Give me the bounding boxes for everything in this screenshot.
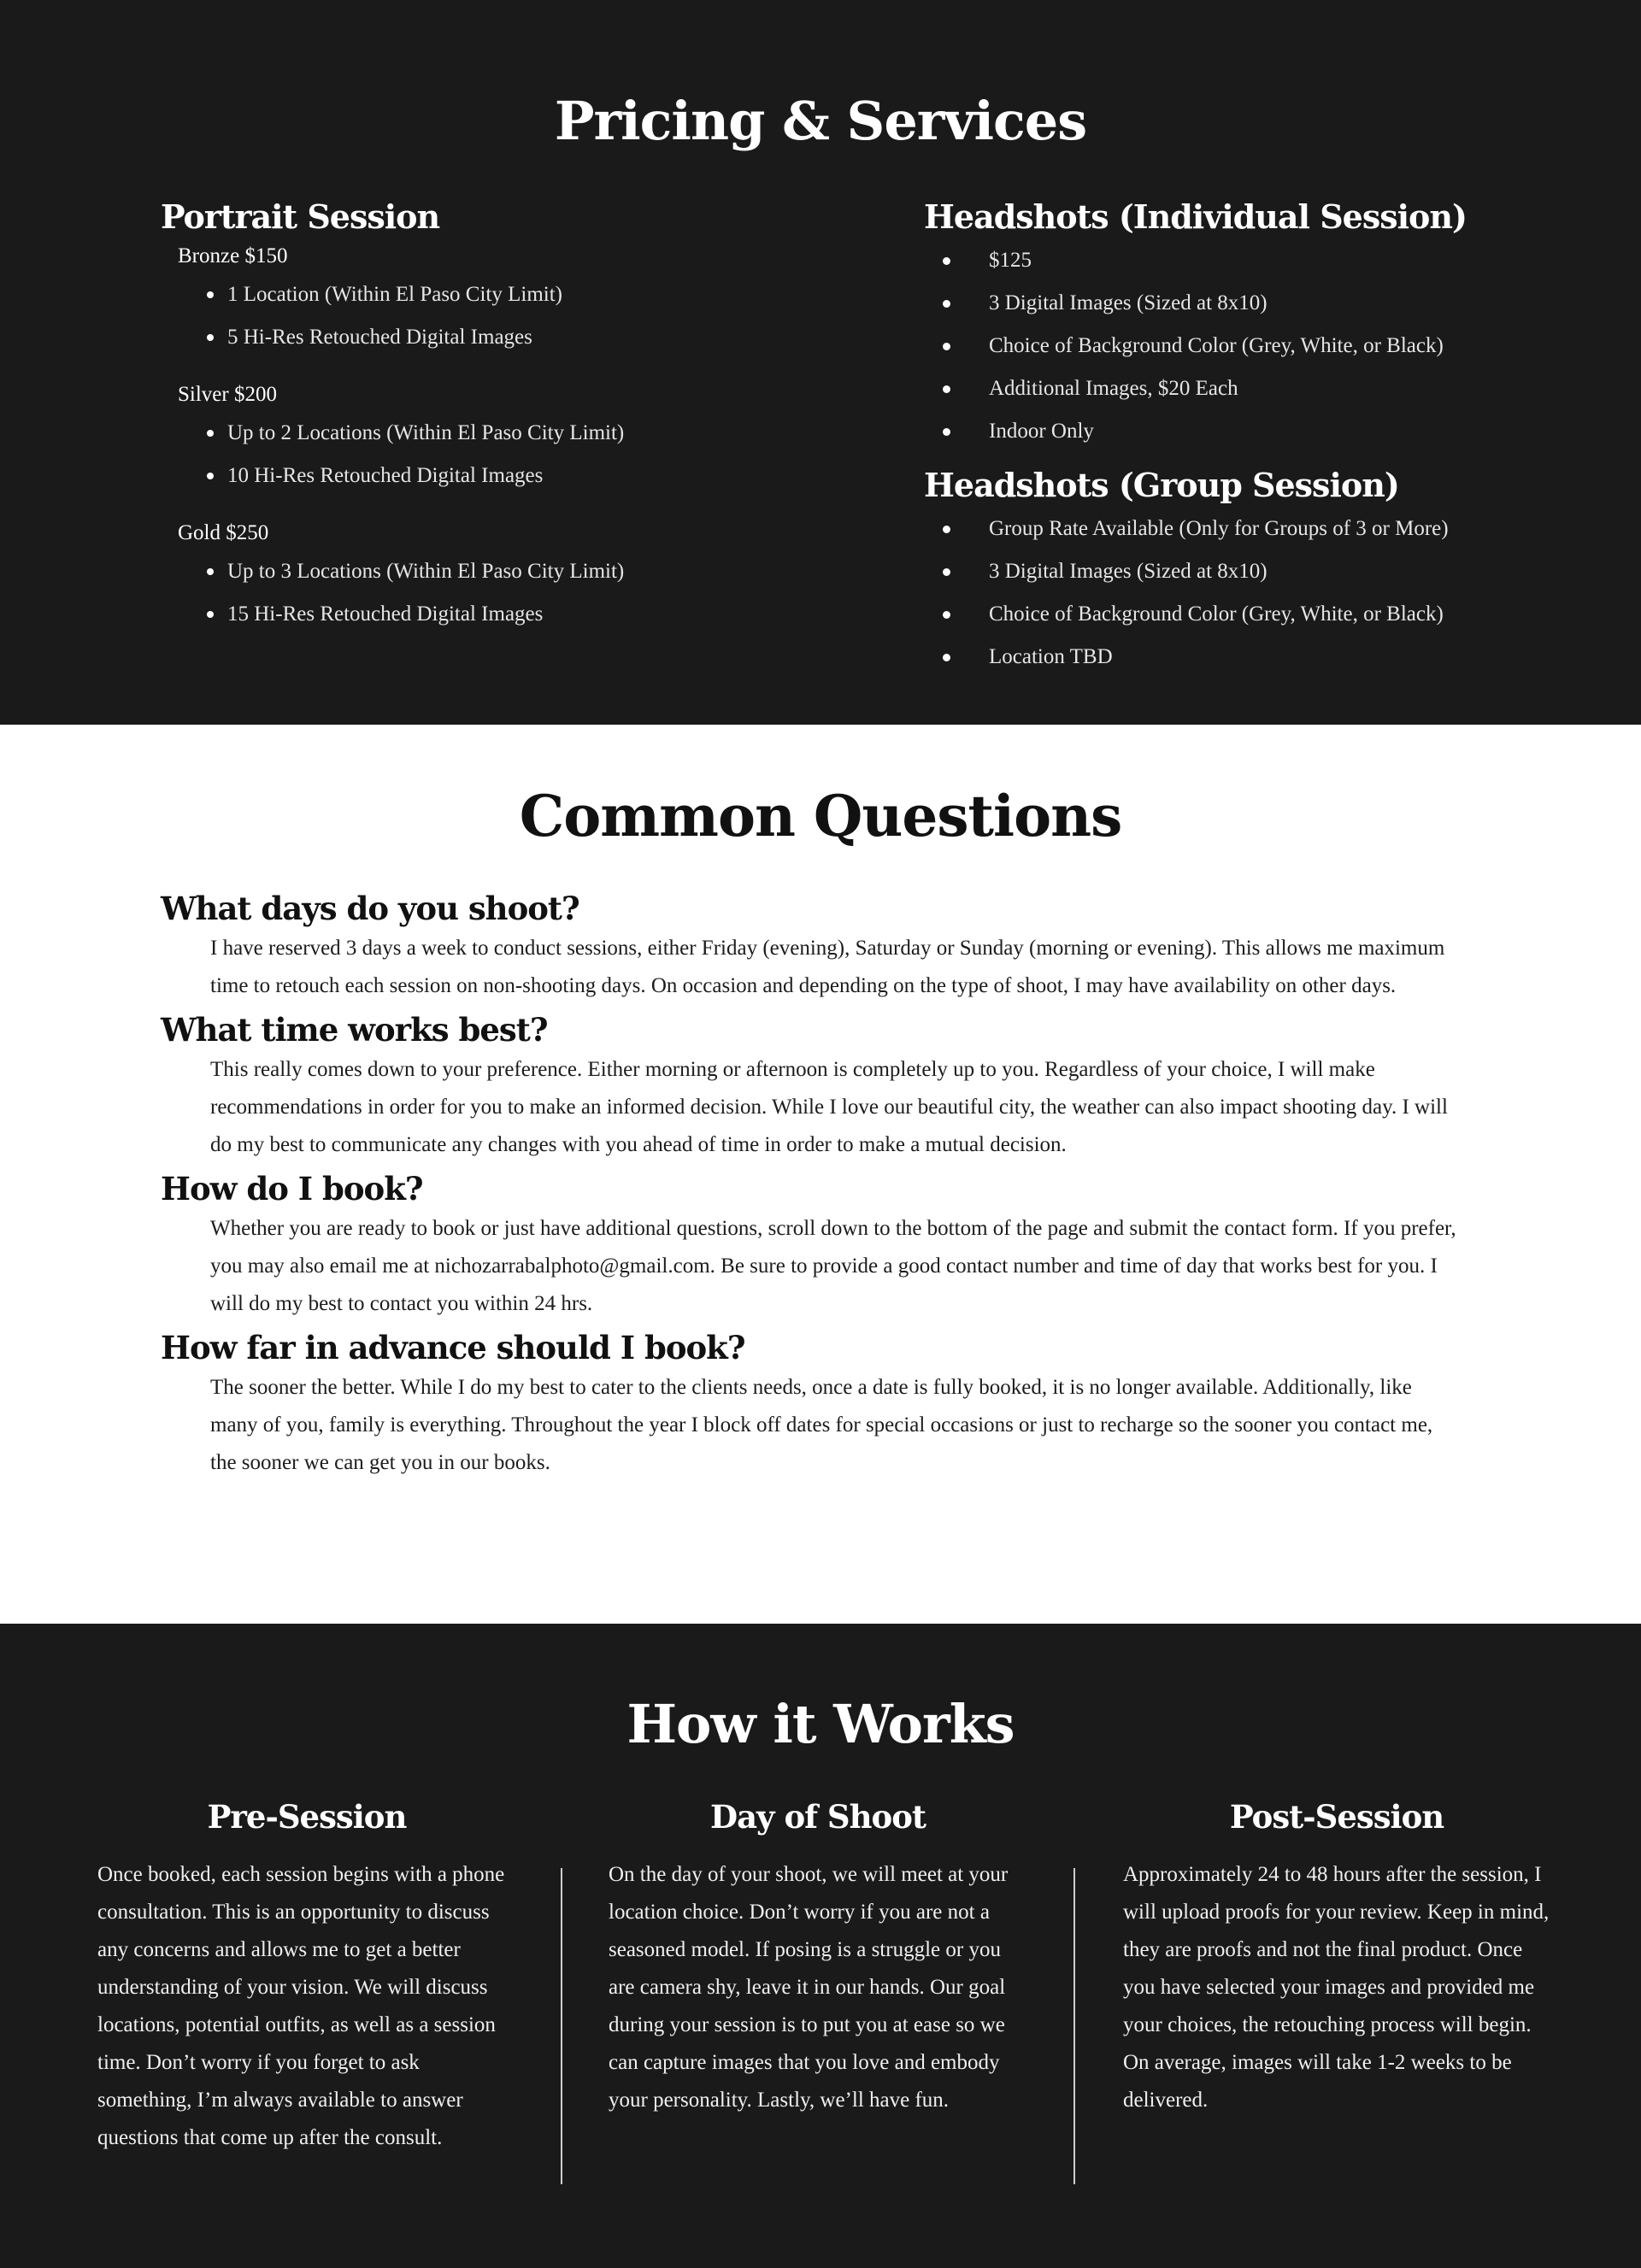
faq-answer: The sooner the better. While I do my best to cater to the clients needs, once a date is fully booked, it is no longer available. Additionally, like many of you, family is everything. Throughout the year I block off dates for special occasions or just to recharge so the sooner you contact me, the sooner we can get you in our books.	[210, 1376, 1433, 1474]
list-item: Location TBD	[989, 636, 1608, 679]
faq-question: How far in advance should I book?	[161, 1329, 745, 1366]
headshots-group	[924, 463, 1608, 679]
headshots-individual-heading: Headshots (Individual Session)	[924, 197, 1467, 236]
tier-gold	[161, 516, 862, 636]
list-item: 5 Hi-Res Retouched Digital Images	[227, 316, 862, 359]
tier-silver	[161, 378, 862, 497]
faq-answer: This really comes down to your preference. Either morning or afternoon is completely up to you. Regardless of your choice, I will make recommendations in order for you to make an informed decision. While I love our beautiful city, the weather can also impact shooting day. I will do my best to communicate any changes with you ahead of time in order to make a mutual decision.	[210, 1058, 1448, 1156]
portrait-session-column	[161, 195, 862, 636]
list-item: 3 Digital Images (Sized at 8x10)	[989, 550, 1608, 593]
headshots-individual	[924, 195, 1608, 453]
list-item: Additional Images, $20 Each	[989, 367, 1608, 410]
list-item: 15 Hi-Res Retouched Digital Images	[227, 593, 862, 636]
list-item: Indoor Only	[989, 410, 1608, 453]
faq-answer: Whether you are ready to book or just have additional questions, scroll down to the bottom of the page and submit the contact form. If you prefer, you may also email me at nichozarrabalphoto@gmail.com. Be sure to provide a good contact number and time of day that works best for you. I will do my best to contact you within 24 hrs.	[210, 1217, 1456, 1315]
step-post-session	[1123, 1795, 1550, 2119]
step-heading: Post-Session	[1229, 1798, 1444, 1836]
list-item: Choice of Background Color (Grey, White, or Black)	[989, 593, 1608, 636]
tier-name: Bronze $150	[178, 244, 288, 267]
faq-section	[0, 725, 1641, 1624]
faq-answer: I have reserved 3 days a week to conduct sessions, either Friday (evening), Saturday or Sunday (morning or evening). This allows me maximum time to retouch each session on non-shooting days. On occasion and depending on the type of shoot, I may have availability on other days.	[210, 937, 1445, 997]
portrait-session-heading: Portrait Session	[161, 197, 440, 236]
step-text: Once booked, each session begins with a phone consultation. This is an opportunity to discuss any concerns and allows me to get a better understanding of your vision. We will discuss locations, potential outfits, as well as a session time. Don’t worry if you forget to ask something, I’m always available to answer questions that come up after the consult.	[97, 1863, 505, 2149]
list-item: Group Rate Available (Only for Groups of 3 or More)	[989, 508, 1608, 550]
headshots-group-heading: Headshots (Group Session)	[924, 466, 1399, 504]
list-item: 3 Digital Images (Sized at 8x10)	[989, 282, 1608, 325]
list-item: Choice of Background Color (Grey, White, or Black)	[989, 325, 1608, 367]
list-item: 1 Location (Within El Paso City Limit)	[227, 273, 862, 316]
pricing-section	[0, 0, 1641, 725]
step-text: On the day of your shoot, we will meet at your location choice. Don’t worry if you are not a seasoned model. If posing is a struggle or you are camera shy, leave it in our hands. Our goal during your session is to put you at ease so we can capture images that you love and embody your personality. Lastly, we’ll have fun.	[609, 1863, 1009, 2112]
faq-question: What days do you shoot?	[161, 890, 579, 927]
list-item: Up to 2 Locations (Within El Paso City Limit)	[227, 412, 862, 455]
list-item: Up to 3 Locations (Within El Paso City Limit)	[227, 550, 862, 593]
step-text: Approximately 24 to 48 hours after the session, I will upload proofs for your review. Keep in mind, they are proofs and not the final product. Once you have selected your images and provided me your choices, the retouching process will begin. On average, images will take 1-2 weeks to be delivered.	[1123, 1863, 1550, 2112]
headshots-column	[924, 195, 1608, 679]
tier-name: Silver $200	[178, 383, 277, 406]
faq-title: Common Questions	[519, 783, 1122, 849]
faq-question: What time works best?	[161, 1011, 548, 1049]
pricing-title: Pricing & Services	[554, 90, 1087, 152]
tier-name: Gold $250	[178, 521, 269, 544]
step-day-of-shoot	[609, 1795, 1027, 2119]
faq-question: How do I book?	[161, 1170, 423, 1207]
how-it-works-section	[0, 1624, 1641, 2268]
step-heading: Pre-Session	[207, 1798, 407, 1836]
tier-bronze	[161, 239, 862, 359]
list-item: $125	[989, 239, 1608, 282]
faq-item	[161, 1167, 1460, 1323]
how-title: How it Works	[626, 1693, 1015, 1755]
faq-item	[161, 1326, 1460, 1482]
step-pre-session	[97, 1795, 516, 2157]
faq-item	[161, 1008, 1460, 1164]
faq-list	[161, 887, 1460, 1485]
column-divider	[561, 1868, 562, 2184]
list-item: 10 Hi-Res Retouched Digital Images	[227, 455, 862, 497]
step-heading: Day of Shoot	[710, 1798, 926, 1836]
column-divider	[1073, 1868, 1075, 2184]
faq-item	[161, 887, 1460, 1005]
